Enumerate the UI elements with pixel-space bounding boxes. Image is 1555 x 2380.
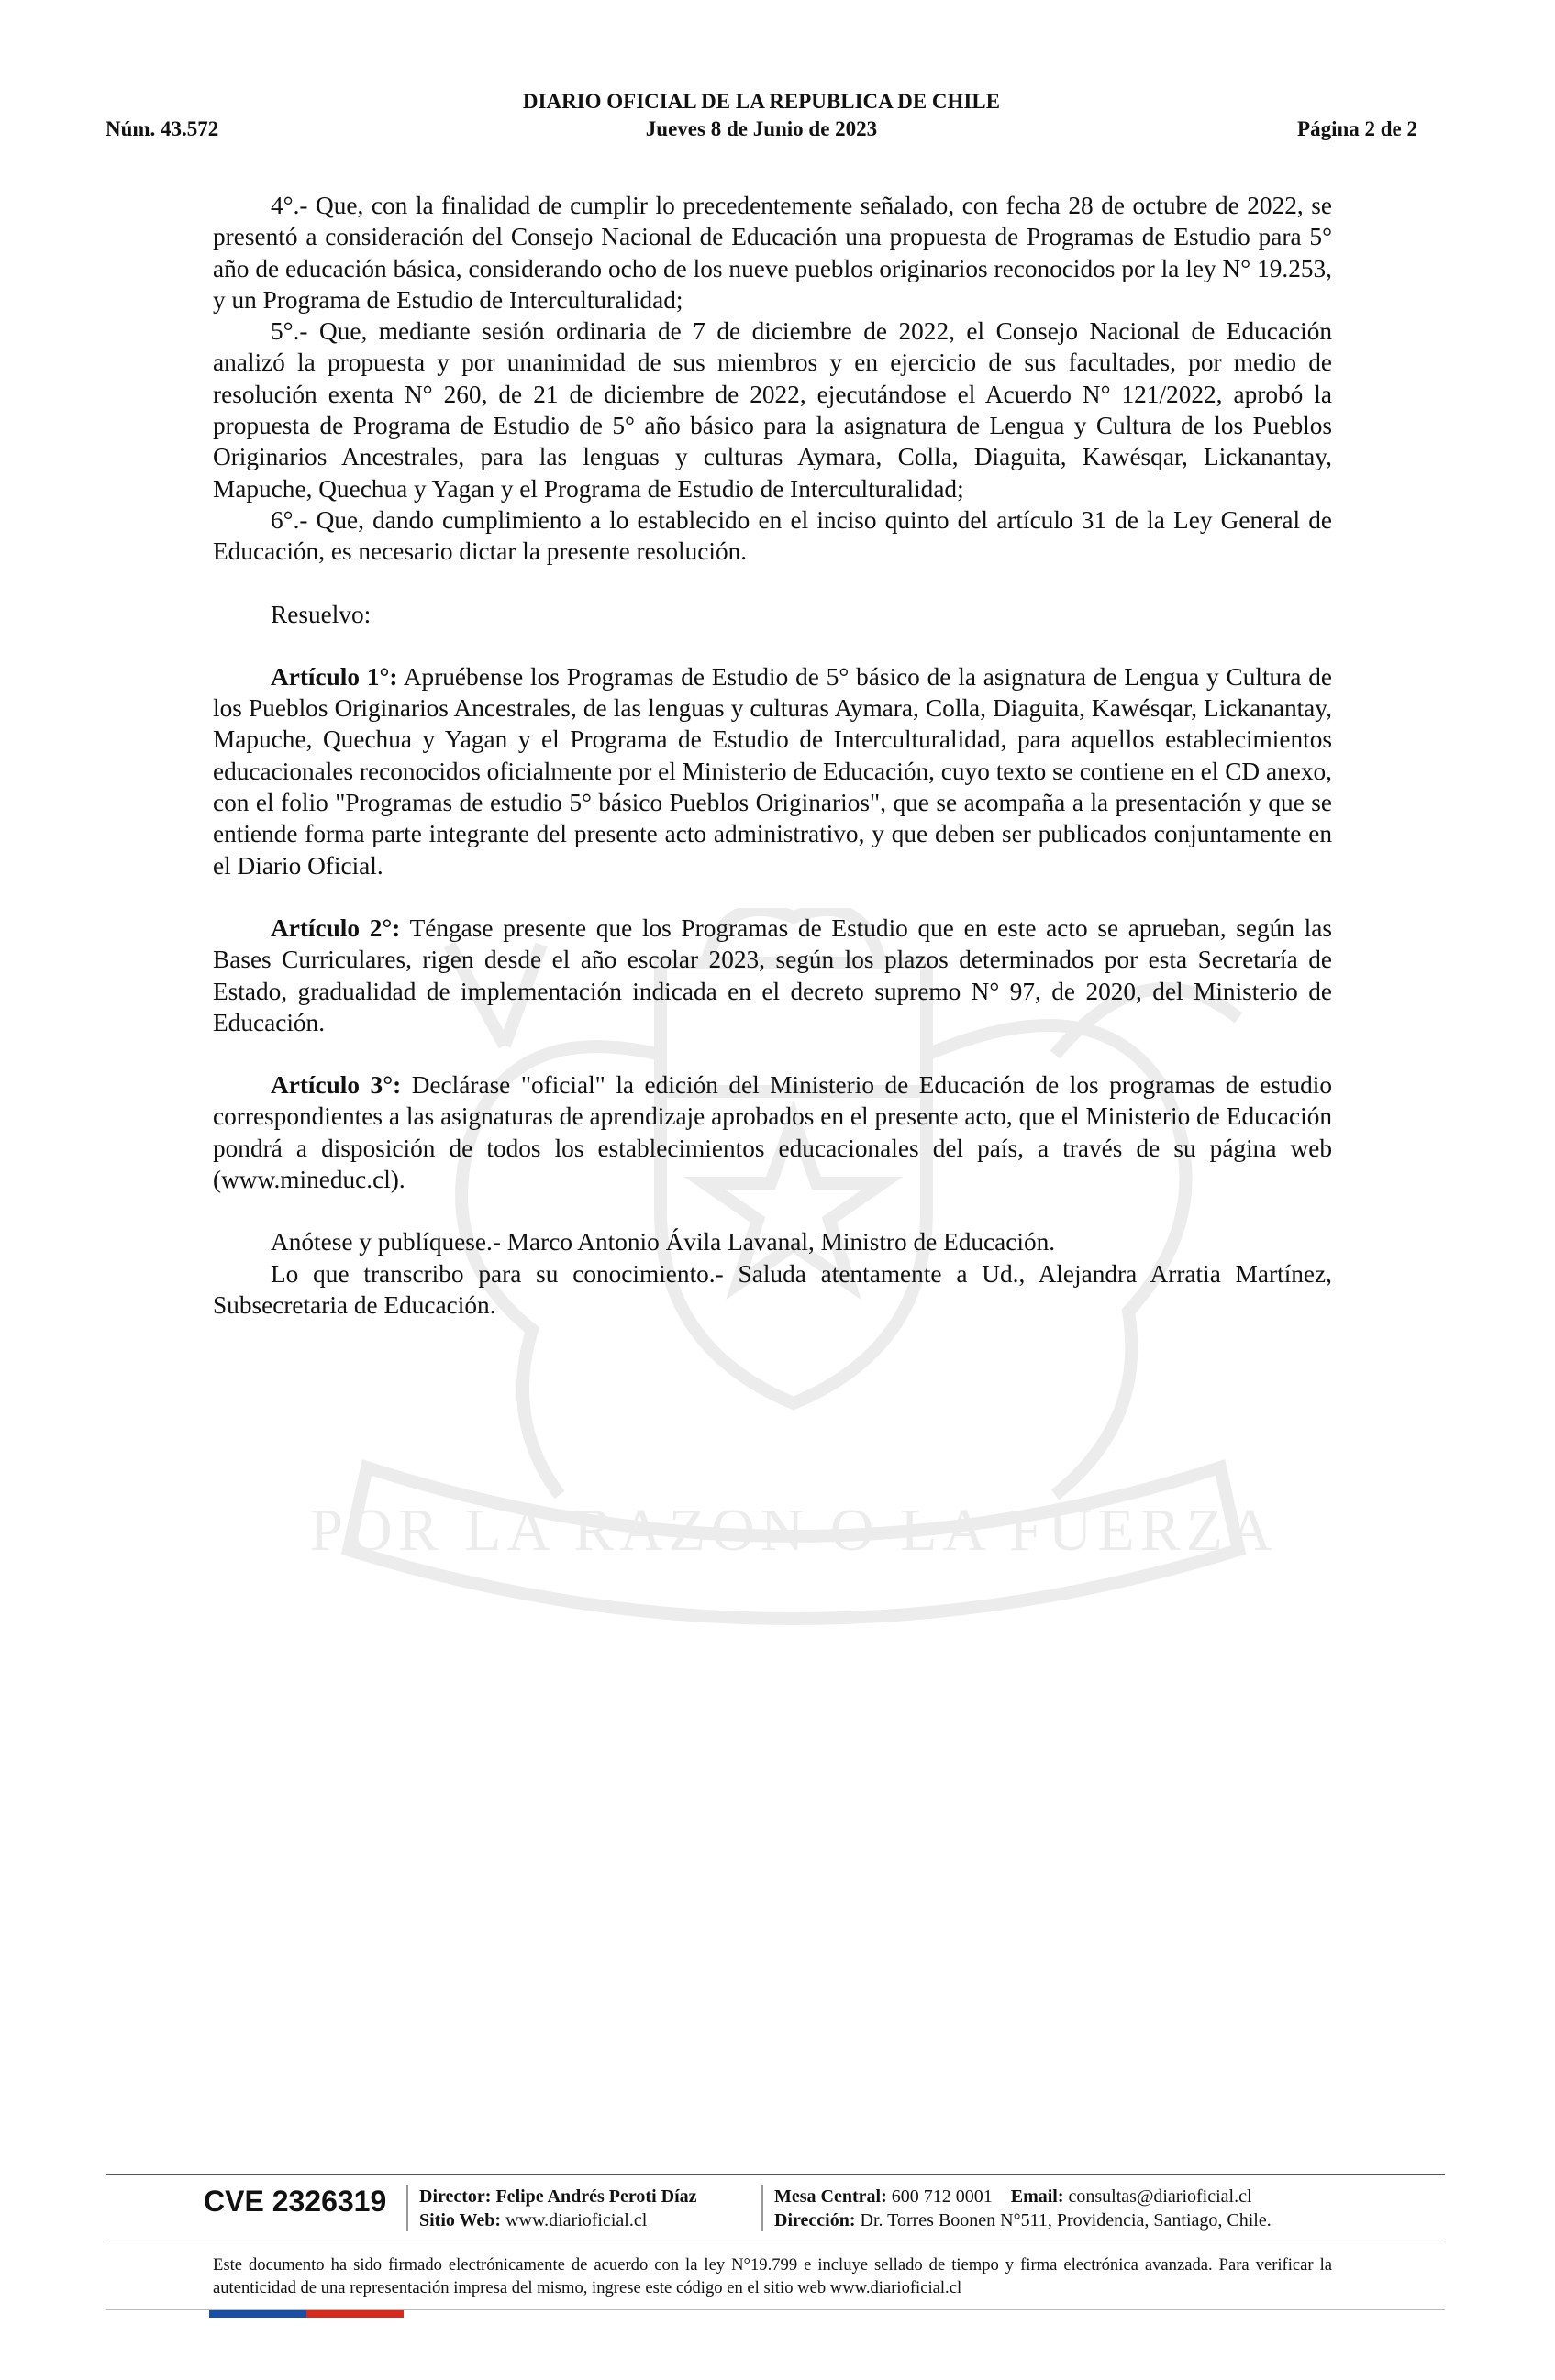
newspaper-title: DIARIO OFICIAL DE LA REPUBLICA DE CHILE (522, 90, 1001, 113)
document-body (213, 190, 1332, 1321)
address-label: Dirección: (774, 2210, 856, 2231)
article-2-text: Téngase presente que los Programas de Estudio que en este acto se aprueban, según las Bases Curriculares, rigen desde el año escolar 2023, según los plazos determinados por esta Secretaría de Estado, gradualidad de implementación indicada en el decreto supremo N° 97, de 2020, del Ministerio de Educación. (213, 913, 1333, 1036)
resuelvo-heading: Resuelvo: (271, 600, 372, 628)
page-header (106, 90, 1417, 147)
footer-divider (406, 2185, 408, 2231)
footer-divider (761, 2185, 763, 2231)
email-label: Email: (1010, 2186, 1064, 2207)
article-1 (213, 661, 1332, 881)
paragraph-4: 4°.- Que, con la finalidad de cumplir lo precedentemente señalado, con fecha 28 de octubre de 2022, se presentó a consideración del Consejo Nacional de Educación una propuesta de Programas de Estudio para 5° año de educación básica, considerando ocho de los nueve pueblos originarios reconocidos por la ley N° 19.253, y un Programa de Estudio de Interculturalidad; (213, 192, 1332, 314)
chile-flag-stripe (209, 2310, 404, 2318)
article-2 (213, 913, 1332, 1038)
article-1-label: Artículo 1°: (271, 662, 398, 691)
article-3 (213, 1069, 1332, 1195)
footer-contact-block (774, 2185, 1272, 2232)
closing-signature: Anótese y publíquese.- Marco Antonio Ávila Lavanal, Ministro de Educación. (271, 1228, 1056, 1256)
email-link[interactable]: consultas@diarioficial.cl (1068, 2186, 1252, 2207)
article-2-label: Artículo 2°: (271, 913, 401, 942)
footer-top-rule (106, 2174, 1445, 2175)
director-name: Felipe Andrés Peroti Díaz (495, 2186, 697, 2207)
article-3-label: Artículo 3°: (271, 1071, 402, 1100)
article-3-text: Declárase "oficial" la edición del Ministerio de Educación de los programas de estudio correspondientes a las asignaturas de aprendizaje aprobados en el presente acto, que el Ministerio de Educación pondrá a disposición de todos los establecimientos educacionales del país, a través de su página web (www.mineduc.cl). (213, 1071, 1332, 1194)
watermark-motto: POR LA RAZON O LA FUERZA (309, 1497, 1278, 1564)
flag-blue-segment (209, 2310, 306, 2318)
website-link[interactable]: www.diarioficial.cl (505, 2210, 648, 2231)
director-label: Director: (419, 2186, 492, 2207)
footer-director-block (419, 2185, 697, 2232)
address-value: Dr. Torres Boonen N°511, Providencia, Santiago, Chile. (860, 2210, 1272, 2231)
paragraph-5: 5°.- Que, mediante sesión ordinaria de 7 de diciembre de 2022, el Consejo Nacional de Educación analizó la propuesta y por unanimidad de sus miembros y en ejercicio de sus facultades, por medio de resolución exenta N° 260, de 21 de diciembre de 2022, ejecutándose el Acuerdo N° 121/2022, aprobó la propuesta de Programa de Estudio de 5° año básico para la asignatura de Lengua y Cultura de los Pueblos Originarios Ancestrales, para las lenguas y culturas Aymara, Colla, Diaguita, Kawésqar, Lickanantay, Mapuche, Quechua y Yagan y el Programa de Estudio de Interculturalidad; (213, 317, 1332, 503)
issue-date: Jueves 8 de Junio de 2023 (645, 117, 878, 140)
flag-red-segment (306, 2310, 404, 2318)
page-number: Página 2 de 2 (1297, 117, 1417, 140)
website-label: Sitio Web: (419, 2210, 502, 2231)
article-1-text: Apruébense los Programas de Estudio de 5° básico de la asignatura de Lengua y Cultura de los Pueblos Originarios Ancestrales, de las lenguas y culturas Aymara, Colla, Diaguita, Kawésqar, Lickanantay, Mapuche, Quechua y Yagan y el Programa de Estudio de Interculturalidad, para aquellos establecimientos educacionales reconocidos oficialmente por el Ministerio de Educación, cuyo texto se contiene en el CD anexo, con el folio "Programas de estudio 5° básico Pueblos Originarios", que se acompaña a la presentación y que se entiende forma parte integrante del presente acto administrativo, y que deben ser publicados conjuntamente en el Diario Oficial. (213, 662, 1332, 880)
paragraph-6: 6°.- Que, dando cumplimiento a lo establecido en el inciso quinto del artículo 31 de la Ley General de Educación, es necesario dictar la presente resolución. (213, 505, 1332, 566)
mesa-phone: 600 712 0001 (891, 2186, 993, 2207)
issue-number: Núm. 43.572 (106, 117, 219, 140)
closing-transcription: Lo que transcribo para su conocimiento.- Saluda atentamente a Ud., Alejandra Arratia Martínez, Subsecretaria de Educación. (213, 1259, 1332, 1319)
legal-notice: Este documento ha sido firmado electrónicamente de acuerdo con la ley N°19.799 e incluye sellado de tiempo y firma electrónica avanzada. Para verificar la autenticidad de una representación impresa del mismo, ingrese este código en el sitio web www.diarioficial.cl (213, 2255, 1332, 2297)
cve-code: CVE 2326319 (204, 2185, 387, 2218)
mesa-label: Mesa Central: (774, 2186, 887, 2207)
